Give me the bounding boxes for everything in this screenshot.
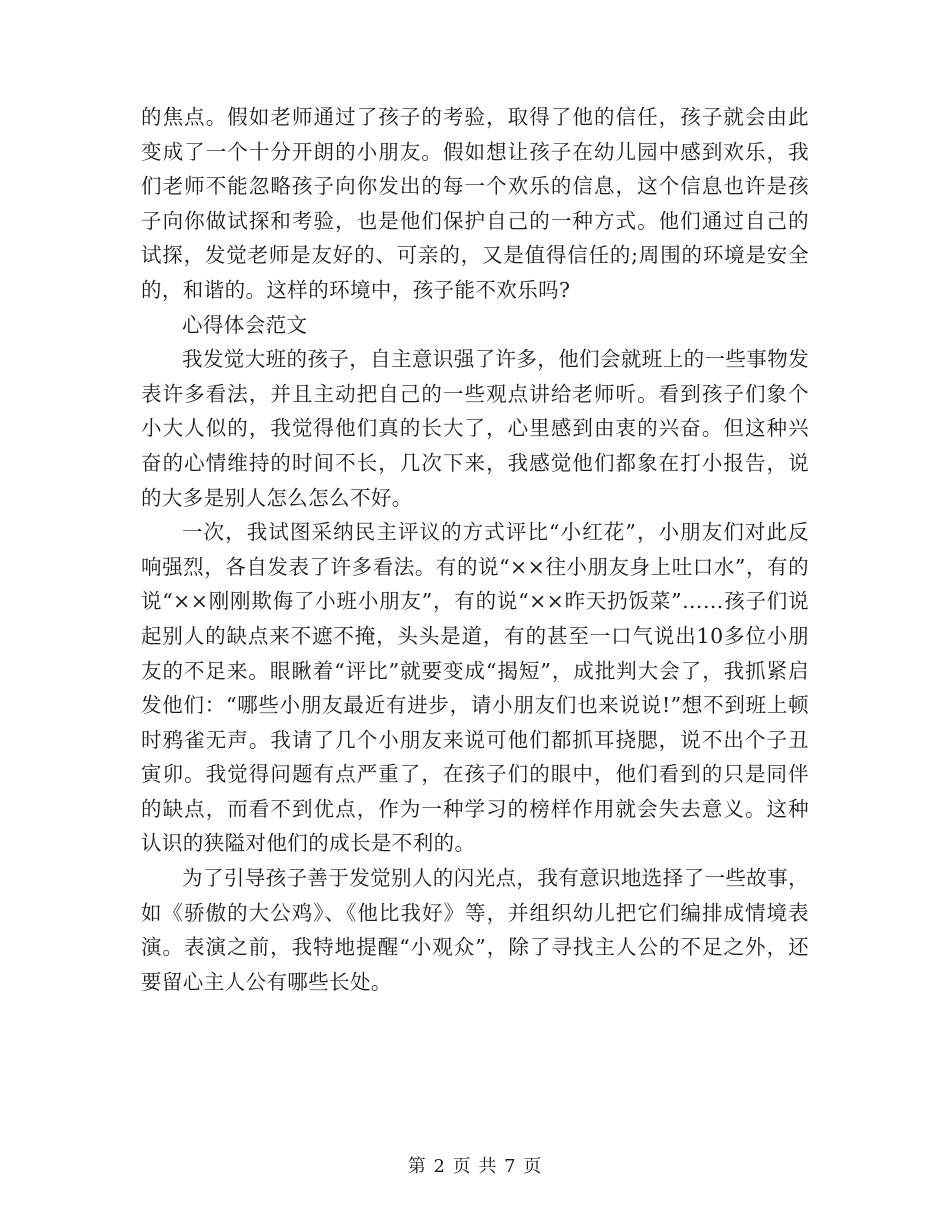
page-number-footer: 第 2 页 共 7 页: [407, 1156, 543, 1177]
paragraph-4: 为了引导孩子善于发觉别人的闪光点，我有意识地选择了一些故事，如《骄傲的大公鸡》、《他比我好》等，并组织幼儿把它们编排成情境表演。表演之前，我特地提醒“小观众”，除了寻找主人公的不足之外，还要留心主人公有哪些长处。: [141, 866, 809, 994]
body-text: [141, 100, 809, 999]
paragraph-1: 的焦点。假如老师通过了孩子的考验，取得了他的信任，孩子就会由此变成了一个十分开朗的小朋友。假如想让孩子在幼儿园中感到欢乐，我们老师不能忽略孩子向你发出的每一个欢乐的信息，这个信息也许是孩子向你做试探和考验，也是他们保护自己的一种方式。他们通过自己的试探，发觉老师是友好的、可亲的，又是值得信任的;周围的环境是安全的，和谐的。这样的环境中，孩子能不欢乐吗?: [141, 105, 809, 302]
paragraph-2: 我发觉大班的孩子，自主意识强了许多，他们会就班上的一些事物发表许多看法，并且主动把自己的一些观点讲给老师听。看到孩子们象个小大人似的，我觉得他们真的长大了，心里感到由衷的兴奋。但这种兴奋的心情维持的时间不长，几次下来，我感觉他们都象在打小报告，说的大多是别人怎么怎么不好。: [141, 347, 809, 510]
section-heading: 心得体会范文: [182, 312, 308, 337]
paragraph-3: 一次，我试图采纳民主评议的方式评比“小红花”，小朋友们对此反响强烈，各自发表了许多看法。有的说“××往小朋友身上吐口水”，有的说“××刚刚欺侮了小班小朋友”，有的说“××昨天扔饭菜”……孩子们说起别人的缺点来不遮不掩，头头是道，有的甚至一口气说出10多位小朋友的不足来。眼瞅着“评比”就要变成“揭短”，成批判大会了，我抓紧启发他们：“哪些小朋友最近有进步，请小朋友们也来说说!”想不到班上顿时鸦雀无声。我请了几个小朋友来说可他们都抓耳挠腮，说不出个子丑寅卯。我觉得问题有点严重了，在孩子们的眼中，他们看到的只是同伴的缺点，而看不到优点，作为一种学习的榜样作用就会失去意义。这种认识的狭隘对他们的成长是不利的。: [141, 520, 809, 856]
